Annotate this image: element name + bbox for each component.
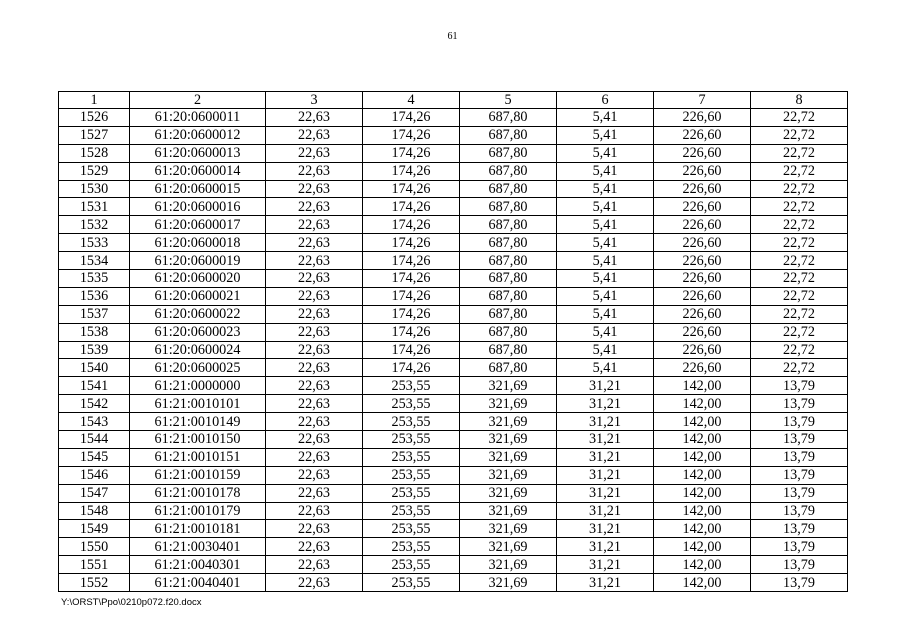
- table-cell: 31,21: [557, 502, 654, 520]
- table-row: [59, 305, 848, 323]
- table-cell: 22,63: [266, 448, 363, 466]
- table-cell: 61:20:0600017: [130, 216, 266, 234]
- table-cell: 174,26: [363, 144, 460, 162]
- table-cell: 687,80: [460, 305, 557, 323]
- table-cell: 321,69: [460, 538, 557, 556]
- table-cell: 174,26: [363, 252, 460, 270]
- table-cell: 22,63: [266, 109, 363, 127]
- table-cell: 1552: [59, 574, 130, 592]
- table-cell: 22,63: [266, 270, 363, 288]
- column-header: 5: [460, 92, 557, 109]
- table-cell: 1533: [59, 234, 130, 252]
- table-cell: 61:20:0600019: [130, 252, 266, 270]
- table-cell: 226,60: [654, 287, 751, 305]
- table-cell: 321,69: [460, 413, 557, 431]
- table-cell: 22,72: [751, 341, 848, 359]
- table-cell: 22,72: [751, 252, 848, 270]
- table-cell: 321,69: [460, 484, 557, 502]
- table-cell: 321,69: [460, 466, 557, 484]
- table-cell: 22,63: [266, 377, 363, 395]
- table-row: [59, 162, 848, 180]
- table-cell: 1531: [59, 198, 130, 216]
- table-row: [59, 270, 848, 288]
- table-cell: 687,80: [460, 162, 557, 180]
- table-cell: 13,79: [751, 538, 848, 556]
- table-cell: 22,63: [266, 216, 363, 234]
- table-cell: 5,41: [557, 287, 654, 305]
- table-row: [59, 466, 848, 484]
- table-cell: 142,00: [654, 556, 751, 574]
- table-cell: 31,21: [557, 448, 654, 466]
- table-cell: 61:20:0600012: [130, 126, 266, 144]
- table-row: [59, 216, 848, 234]
- table-cell: 1536: [59, 287, 130, 305]
- table-cell: 5,41: [557, 109, 654, 127]
- table-header-row: [59, 92, 848, 109]
- table-cell: 226,60: [654, 323, 751, 341]
- table-cell: 142,00: [654, 448, 751, 466]
- table-cell: 31,21: [557, 574, 654, 592]
- table-cell: 31,21: [557, 556, 654, 574]
- table-cell: 22,63: [266, 395, 363, 413]
- table-cell: 61:20:0600013: [130, 144, 266, 162]
- table-cell: 22,63: [266, 144, 363, 162]
- table-row: [59, 574, 848, 592]
- table-row: [59, 413, 848, 431]
- table-cell: 1540: [59, 359, 130, 377]
- table-cell: 22,63: [266, 180, 363, 198]
- table-cell: 253,55: [363, 556, 460, 574]
- table-row: [59, 144, 848, 162]
- table-cell: 253,55: [363, 538, 460, 556]
- table-cell: 61:20:0600014: [130, 162, 266, 180]
- table-cell: 321,69: [460, 556, 557, 574]
- table-row: [59, 377, 848, 395]
- table-cell: 22,63: [266, 484, 363, 502]
- table-cell: 687,80: [460, 216, 557, 234]
- table-cell: 13,79: [751, 413, 848, 431]
- table-cell: 22,72: [751, 270, 848, 288]
- table-cell: 687,80: [460, 144, 557, 162]
- table-cell: 253,55: [363, 520, 460, 538]
- table-cell: 5,41: [557, 359, 654, 377]
- table-cell: 22,63: [266, 323, 363, 341]
- column-header: 8: [751, 92, 848, 109]
- table-cell: 226,60: [654, 109, 751, 127]
- table-row: [59, 126, 848, 144]
- table-cell: 1547: [59, 484, 130, 502]
- table-cell: 61:21:0010151: [130, 448, 266, 466]
- table-cell: 226,60: [654, 144, 751, 162]
- table-cell: 253,55: [363, 448, 460, 466]
- table-cell: 61:21:0040301: [130, 556, 266, 574]
- page-number: 61: [447, 31, 458, 42]
- table-cell: 174,26: [363, 162, 460, 180]
- table-cell: 321,69: [460, 520, 557, 538]
- table-cell: 22,63: [266, 162, 363, 180]
- table-cell: 22,63: [266, 305, 363, 323]
- table-cell: 687,80: [460, 180, 557, 198]
- table-cell: 13,79: [751, 556, 848, 574]
- column-header: 3: [266, 92, 363, 109]
- table-cell: 142,00: [654, 484, 751, 502]
- table-cell: 22,63: [266, 520, 363, 538]
- table-cell: 226,60: [654, 198, 751, 216]
- table-row: [59, 556, 848, 574]
- table-cell: 226,60: [654, 270, 751, 288]
- table-cell: 321,69: [460, 431, 557, 449]
- table-row: [59, 180, 848, 198]
- table-row: [59, 252, 848, 270]
- table-cell: 1534: [59, 252, 130, 270]
- table-cell: 174,26: [363, 359, 460, 377]
- table-cell: 22,63: [266, 198, 363, 216]
- table-cell: 174,26: [363, 305, 460, 323]
- table-cell: 22,72: [751, 234, 848, 252]
- table-row: [59, 234, 848, 252]
- table-cell: 61:21:0010159: [130, 466, 266, 484]
- table-cell: 31,21: [557, 520, 654, 538]
- table-cell: 5,41: [557, 234, 654, 252]
- table-cell: 1541: [59, 377, 130, 395]
- table-cell: 226,60: [654, 359, 751, 377]
- table-cell: 1545: [59, 448, 130, 466]
- table-cell: 321,69: [460, 502, 557, 520]
- table-cell: 22,63: [266, 341, 363, 359]
- table-cell: 253,55: [363, 431, 460, 449]
- table-cell: 253,55: [363, 574, 460, 592]
- table-cell: 321,69: [460, 377, 557, 395]
- table-cell: 13,79: [751, 431, 848, 449]
- table-cell: 5,41: [557, 216, 654, 234]
- table-cell: 13,79: [751, 484, 848, 502]
- table-cell: 253,55: [363, 484, 460, 502]
- table-cell: 61:21:0010178: [130, 484, 266, 502]
- column-header: 4: [363, 92, 460, 109]
- table-cell: 22,63: [266, 431, 363, 449]
- table-cell: 61:20:0600020: [130, 270, 266, 288]
- table-cell: 5,41: [557, 252, 654, 270]
- data-table: [58, 91, 848, 592]
- table-cell: 61:20:0600011: [130, 109, 266, 127]
- table-row: [59, 520, 848, 538]
- table-cell: 174,26: [363, 323, 460, 341]
- column-header: 7: [654, 92, 751, 109]
- table-cell: 13,79: [751, 377, 848, 395]
- table-cell: 31,21: [557, 431, 654, 449]
- table-row: [59, 395, 848, 413]
- table-cell: 5,41: [557, 126, 654, 144]
- table-cell: 1551: [59, 556, 130, 574]
- table-cell: 321,69: [460, 574, 557, 592]
- table-cell: 1532: [59, 216, 130, 234]
- table-cell: 22,72: [751, 359, 848, 377]
- table-cell: 253,55: [363, 502, 460, 520]
- table-cell: 174,26: [363, 216, 460, 234]
- table-row: [59, 359, 848, 377]
- table-cell: 31,21: [557, 413, 654, 431]
- table-cell: 61:21:0010149: [130, 413, 266, 431]
- table-cell: 142,00: [654, 574, 751, 592]
- table-cell: 1527: [59, 126, 130, 144]
- table-cell: 687,80: [460, 198, 557, 216]
- table-cell: 253,55: [363, 413, 460, 431]
- table-cell: 31,21: [557, 377, 654, 395]
- table-cell: 687,80: [460, 341, 557, 359]
- table-cell: 687,80: [460, 270, 557, 288]
- table-cell: 174,26: [363, 180, 460, 198]
- table-cell: 226,60: [654, 234, 751, 252]
- table-cell: 226,60: [654, 180, 751, 198]
- table-cell: 61:20:0600016: [130, 198, 266, 216]
- table-cell: 226,60: [654, 341, 751, 359]
- table-cell: 13,79: [751, 574, 848, 592]
- table-cell: 22,63: [266, 538, 363, 556]
- table-cell: 61:20:0600022: [130, 305, 266, 323]
- table-cell: 1539: [59, 341, 130, 359]
- table-cell: 142,00: [654, 431, 751, 449]
- table-cell: 22,63: [266, 574, 363, 592]
- table-cell: 22,63: [266, 126, 363, 144]
- table-cell: 22,72: [751, 287, 848, 305]
- table-cell: 22,72: [751, 198, 848, 216]
- table-cell: 22,72: [751, 323, 848, 341]
- table-cell: 31,21: [557, 466, 654, 484]
- table-cell: 61:21:0040401: [130, 574, 266, 592]
- table-cell: 22,72: [751, 180, 848, 198]
- table-row: [59, 448, 848, 466]
- table-cell: 1549: [59, 520, 130, 538]
- table-cell: 174,26: [363, 270, 460, 288]
- table-cell: 142,00: [654, 538, 751, 556]
- table-cell: 226,60: [654, 216, 751, 234]
- column-header: 1: [59, 92, 130, 109]
- table-cell: 1542: [59, 395, 130, 413]
- table-cell: 22,63: [266, 502, 363, 520]
- table-cell: 226,60: [654, 305, 751, 323]
- table-cell: 142,00: [654, 395, 751, 413]
- table-cell: 226,60: [654, 252, 751, 270]
- table-cell: 22,63: [266, 413, 363, 431]
- table-row: [59, 323, 848, 341]
- table-cell: 61:20:0600025: [130, 359, 266, 377]
- table-cell: 1535: [59, 270, 130, 288]
- table-cell: 687,80: [460, 126, 557, 144]
- table-cell: 253,55: [363, 377, 460, 395]
- table-cell: 174,26: [363, 341, 460, 359]
- table-cell: 61:21:0010101: [130, 395, 266, 413]
- table-cell: 1537: [59, 305, 130, 323]
- table-cell: 1529: [59, 162, 130, 180]
- table-cell: 1543: [59, 413, 130, 431]
- table-row: [59, 484, 848, 502]
- table-cell: 61:21:0010181: [130, 520, 266, 538]
- table-cell: 22,72: [751, 126, 848, 144]
- table-cell: 5,41: [557, 144, 654, 162]
- table-cell: 142,00: [654, 377, 751, 395]
- footer-file-path: Y:\ORST\Ppo\0210p072.f20.docx: [61, 597, 202, 608]
- table-row: [59, 502, 848, 520]
- table-cell: 31,21: [557, 395, 654, 413]
- table-cell: 31,21: [557, 484, 654, 502]
- table-cell: 174,26: [363, 109, 460, 127]
- table-cell: 687,80: [460, 359, 557, 377]
- table-row: [59, 287, 848, 305]
- table-cell: 1550: [59, 538, 130, 556]
- table-cell: 22,63: [266, 556, 363, 574]
- table-cell: 1528: [59, 144, 130, 162]
- table-cell: 5,41: [557, 198, 654, 216]
- table-cell: 1530: [59, 180, 130, 198]
- table-cell: 61:21:0000000: [130, 377, 266, 395]
- table-row: [59, 109, 848, 127]
- table-cell: 253,55: [363, 466, 460, 484]
- table-cell: 5,41: [557, 323, 654, 341]
- table-cell: 13,79: [751, 448, 848, 466]
- table-cell: 61:21:0010150: [130, 431, 266, 449]
- table-cell: 1538: [59, 323, 130, 341]
- table-cell: 22,63: [266, 359, 363, 377]
- table-cell: 22,72: [751, 144, 848, 162]
- table-cell: 61:21:0010179: [130, 502, 266, 520]
- table-cell: 142,00: [654, 413, 751, 431]
- table-cell: 226,60: [654, 126, 751, 144]
- table-cell: 22,63: [266, 252, 363, 270]
- table-row: [59, 538, 848, 556]
- table-cell: 61:21:0030401: [130, 538, 266, 556]
- table-cell: 5,41: [557, 270, 654, 288]
- table-cell: 5,41: [557, 162, 654, 180]
- table-cell: 22,72: [751, 109, 848, 127]
- table-body: [59, 109, 848, 592]
- table-cell: 13,79: [751, 520, 848, 538]
- table-cell: 1544: [59, 431, 130, 449]
- table-cell: 174,26: [363, 234, 460, 252]
- table-cell: 687,80: [460, 287, 557, 305]
- table-cell: 13,79: [751, 395, 848, 413]
- column-header: 2: [130, 92, 266, 109]
- table-cell: 61:20:0600018: [130, 234, 266, 252]
- table-cell: 321,69: [460, 448, 557, 466]
- table-cell: 174,26: [363, 198, 460, 216]
- table-cell: 31,21: [557, 538, 654, 556]
- table-cell: 13,79: [751, 466, 848, 484]
- table-cell: 687,80: [460, 323, 557, 341]
- table-cell: 22,63: [266, 287, 363, 305]
- table-cell: 687,80: [460, 109, 557, 127]
- table-cell: 253,55: [363, 395, 460, 413]
- table-cell: 61:20:0600023: [130, 323, 266, 341]
- table-cell: 5,41: [557, 341, 654, 359]
- table-cell: 61:20:0600021: [130, 287, 266, 305]
- table-cell: 22,72: [751, 216, 848, 234]
- table-row: [59, 198, 848, 216]
- table-cell: 22,72: [751, 162, 848, 180]
- column-header: 6: [557, 92, 654, 109]
- table-cell: 687,80: [460, 234, 557, 252]
- table-cell: 22,63: [266, 234, 363, 252]
- table-cell: 687,80: [460, 252, 557, 270]
- table-cell: 1546: [59, 466, 130, 484]
- table-row: [59, 431, 848, 449]
- table-cell: 174,26: [363, 126, 460, 144]
- table-cell: 226,60: [654, 162, 751, 180]
- table-cell: 1548: [59, 502, 130, 520]
- table-cell: 61:20:0600024: [130, 341, 266, 359]
- table-cell: 321,69: [460, 395, 557, 413]
- table-cell: 5,41: [557, 180, 654, 198]
- table-cell: 22,63: [266, 466, 363, 484]
- table-cell: 61:20:0600015: [130, 180, 266, 198]
- table-cell: 142,00: [654, 502, 751, 520]
- table-cell: 5,41: [557, 305, 654, 323]
- table-cell: 174,26: [363, 287, 460, 305]
- table-cell: 22,72: [751, 305, 848, 323]
- table-cell: 13,79: [751, 502, 848, 520]
- table-cell: 142,00: [654, 520, 751, 538]
- table-cell: 1526: [59, 109, 130, 127]
- table-row: [59, 341, 848, 359]
- table-cell: 142,00: [654, 466, 751, 484]
